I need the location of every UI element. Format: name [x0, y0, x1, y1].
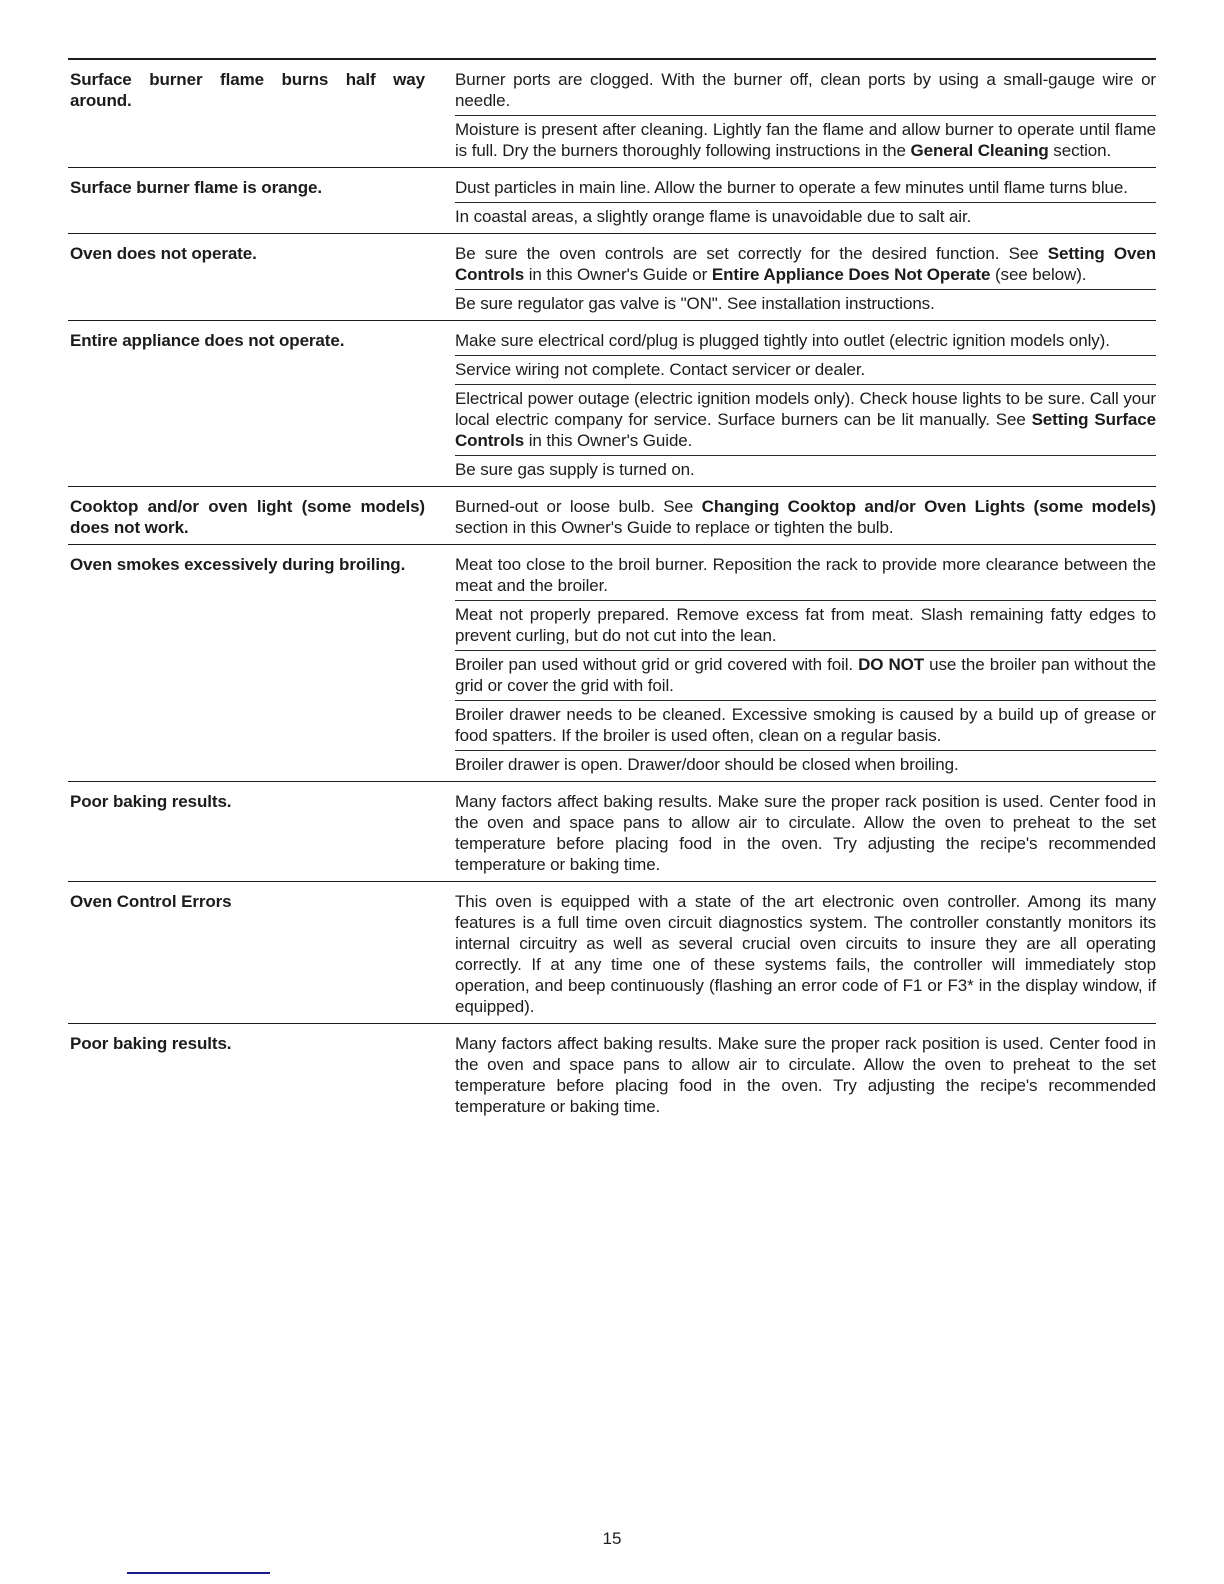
solution-text — [455, 650, 1156, 700]
solution-segment: section. — [1048, 141, 1112, 160]
table-row — [68, 545, 1156, 782]
solution-text — [455, 115, 1156, 165]
solution-segment: Dust particles in main line. Allow the burner to operate a few minutes until flame turns blue. — [455, 178, 1128, 197]
solution-segment: (see below). — [990, 265, 1087, 284]
bold-reference: General Cleaning — [910, 141, 1049, 160]
problem-cell: Surface burner flame is orange. — [70, 178, 322, 197]
solution-text — [455, 888, 1156, 1021]
solution-segment: Broiler drawer is open. Drawer/door should be closed when broiling. — [455, 755, 959, 774]
solution-text — [455, 384, 1156, 455]
problem-cell: Oven smokes excessively during broiling. — [70, 555, 406, 574]
solution-segment: in this Owner's Guide or — [524, 265, 712, 284]
solution-segment: in this Owner's Guide. — [524, 431, 693, 450]
table-row — [68, 487, 1156, 545]
footer-rule — [127, 1572, 270, 1574]
table-row — [68, 321, 1156, 487]
solution-segment: Burner ports are clogged. With the burner off, clean ports by using a small-gauge wire or needle. — [455, 70, 1156, 110]
table-row — [68, 168, 1156, 234]
problem-cell: Entire appliance does not operate. — [70, 331, 345, 350]
page-number: 15 — [602, 1529, 622, 1548]
solution-text — [455, 1030, 1156, 1121]
solution-segment: section in this Owner's Guide to replace or tighten the bulb. — [455, 518, 894, 537]
solution-segment: Many factors affect baking results. Make sure the proper rack position is used. Center food in the oven and space pans to allow air to circulate. Allow the oven to preheat to the set temperature before placing food in the oven. Try adjusting the recipe's recommended temperature or baking time. — [455, 792, 1156, 874]
solution-text — [455, 750, 1156, 779]
solution-segment: Moisture is present after cleaning. Lightly fan the flame and allow burner to operate until flame is full. Dry the burners thoroughly following instructions in the — [455, 120, 1156, 160]
solutions-cell — [455, 1030, 1156, 1121]
bold-reference: Entire Appliance Does Not Operate — [711, 265, 991, 284]
solution-segment: In coastal areas, a slightly orange flame is unavoidable due to salt air. — [455, 207, 972, 226]
solution-segment: Meat too close to the broil burner. Reposition the rack to provide more clearance between the meat and the broiler. — [455, 555, 1156, 595]
solutions-cell — [455, 327, 1156, 484]
solution-segment: Be sure the oven controls are set correctly for the desired function. See — [455, 244, 1048, 263]
solution-segment: Be sure gas supply is turned on. — [455, 460, 695, 479]
solution-text — [455, 174, 1156, 202]
solution-segment: Broiler drawer needs to be cleaned. Excessive smoking is caused by a build up of grease or food spatters. If the broiler is used often, clean on a regular basis. — [455, 705, 1156, 745]
solution-segment: Electrical power outage (electric ignition models only). Check house lights to be sure. Call your local electric company for service. Surface burners can be lit manually. See — [455, 389, 1156, 429]
solution-text — [455, 327, 1156, 355]
problem-cell: Cooktop and/or oven light (some models) does not work. — [70, 497, 425, 537]
solutions-cell — [455, 66, 1156, 165]
solution-text — [455, 289, 1156, 318]
solution-segment: Service wiring not complete. Contact servicer or dealer. — [455, 360, 866, 379]
table-row — [68, 882, 1156, 1024]
solution-segment: Many factors affect baking results. Make sure the proper rack position is used. Center food in the oven and space pans to allow air to circulate. Allow the oven to preheat to the set temperature before placing food in the oven. Try adjusting the recipe's recommended temperature or baking time. — [455, 1034, 1156, 1116]
solution-text — [455, 202, 1156, 231]
table-row — [68, 1024, 1156, 1123]
solution-text — [455, 66, 1156, 115]
solution-text — [455, 551, 1156, 600]
solution-segment: Be sure regulator gas valve is "ON". See installation instructions. — [455, 294, 935, 313]
solution-segment: This oven is equipped with a state of the art electronic oven controller. Among its many features is a full time oven circuit diagnostics system. The controller constantly monitors its internal circuitry as well as several crucial oven circuits to insure they are all operating correctly. If at any time one of these systems fails, the controller will immediately stop operation, and beep continuously (flashing an error code of F1 or F3* in the display window, if equipped). — [455, 892, 1156, 1016]
solution-text — [455, 788, 1156, 879]
solution-text — [455, 455, 1156, 484]
solutions-cell — [455, 551, 1156, 779]
solution-text — [455, 240, 1156, 289]
solutions-cell — [455, 240, 1156, 318]
solution-text — [455, 600, 1156, 650]
solutions-cell — [455, 788, 1156, 879]
solution-segment: Make sure electrical cord/plug is plugged tightly into outlet (electric ignition models only). — [455, 331, 1110, 350]
solution-text — [455, 355, 1156, 384]
bold-reference: Changing Cooktop and/or Oven Lights (some models) — [701, 497, 1156, 516]
table-row — [68, 782, 1156, 882]
problem-cell: Oven Control Errors — [70, 892, 232, 911]
bold-reference: DO NOT — [858, 655, 925, 674]
solution-segment: Broiler pan used without grid or grid covered with foil. — [455, 655, 859, 674]
problem-cell: Surface burner flame burns half way around. — [70, 70, 425, 110]
solution-segment: Meat not properly prepared. Remove excess fat from meat. Slash remaining fatty edges to prevent curling, but do not cut into the lean. — [455, 605, 1156, 645]
solution-segment: Burned-out or loose bulb. See — [455, 497, 702, 516]
solution-text — [455, 700, 1156, 750]
solutions-cell — [455, 174, 1156, 231]
solution-text — [455, 493, 1156, 542]
bold-reference: Setting Surface Controls — [455, 410, 1156, 450]
problem-cell: Poor baking results. — [70, 1034, 232, 1053]
solutions-cell — [455, 493, 1156, 542]
solution-segment: use the broiler pan without the grid or cover the grid with foil. — [455, 655, 1156, 695]
table-row — [68, 234, 1156, 321]
troubleshooting-table — [68, 58, 1156, 1123]
problem-cell: Poor baking results. — [70, 792, 232, 811]
bold-reference: Setting Oven Controls — [455, 244, 1157, 284]
table-row — [68, 60, 1156, 168]
problem-cell: Oven does not operate. — [70, 244, 257, 263]
solutions-cell — [455, 888, 1156, 1021]
